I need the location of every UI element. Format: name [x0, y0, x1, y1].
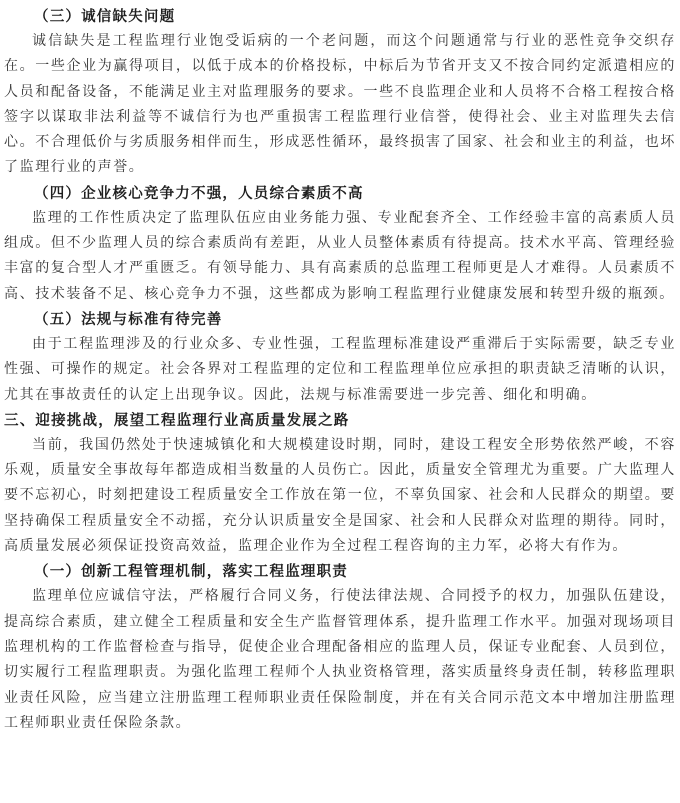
- section-heading-regulations: （五）法规与标准有待完善: [34, 310, 223, 328]
- section-heading-integrity: （三）诚信缺失问题: [34, 8, 176, 25]
- section-paragraph-mechanism: 监理单位应诚信守法，严格履行合同义务，行使法律法规、合同授予的权力，加强队伍建设，提高综合素质，建立健全工程质量和安全生产监督管理体系，提升监理工作水平。加强对现场项目监理机构的工作监督检查与指导，促使企业合理配备相应的监理人员，保证专业配套、人员到位，切实履行工程监理职责。为强化监理工程师个人执业资格管理，落实质量终身责任制，转移监理职业责任风险，应当建立注册监理工程师职业责任保险制度，并在有关合同示范文本中增加注册监理工程师职业责任保险条款。: [4, 588, 676, 731]
- section-paragraph-challenges: 当前，我国仍然处于快速城镇化和大规模建设时期，同时，建设工程安全形势依然严峻，不容乐观，质量安全事故每年都造成相当数量的人员伤亡。因此，质量安全管理尤为重要。广大监理人要不忘初心，时刻把建设工程质量安全工作放在第一位，不辜负国家、社会和人民群众的期望。要坚持确保工程质量安全不动摇，充分认识质量安全是国家、社会和人民群众对监理的期待。同时，高质量发展必须保证投资高效益，监理企业作为全过程工程咨询的主力军，必将大有作为。: [4, 436, 676, 555]
- section-heading-competitiveness: （四）企业核心竞争力不强，人员综合素质不高: [34, 184, 364, 202]
- section-paragraph-competitiveness: 监理的工作性质决定了监理队伍应由业务能力强、专业配套齐全、工作经验丰富的高素质人员组成。但不少监理人员的综合素质尚有差距，从业人员整体素质有待提高。技术水平高、管理经验丰富的复合型人才严重匮乏。有领导能力、具有高素质的总监理工程师更是人才难得。人员素质不高、技术装备不足、核心竞争力不强，这些都成为影响工程监理行业健康发展和转型升级的瓶颈。: [4, 209, 676, 302]
- section-heading-mechanism: （一）创新工程管理机制，落实工程监理职责: [34, 563, 348, 581]
- section-paragraph-regulations: 由于工程监理涉及的行业众多、专业性强，工程监理标准建设严重滞后于实际需要，缺乏专业性强、可操作的规定。社会各界对工程监理的定位和工程监理单位应承担的职责缺乏清晰的认识，尤其在事故责任的认定上出现争议。因此，法规与标准需要进一步完善、细化和明确。: [4, 335, 676, 403]
- section-heading-challenges: 三、迎接挑战，展望工程监理行业高质量发展之路: [4, 411, 350, 429]
- section-paragraph-integrity: 诚信缺失是工程监理行业饱受诟病的一个老问题，而这个问题通常与行业的恶性竞争交织存在。一些企业为赢得项目，以低于成本的价格投标，中标后为节省开支又不按合同约定派遣相应的人员和配备设备，不能满足业主对监理服务的要求。一些不良监理企业和人员将不合格工程按合格签字以谋取非法利益等不诚信行为也严重损害工程监理行业信誉，使得社会、业主对监理失去信心。不合理低价与劣质服务相伴而生，形成恶性循环，最终损害了国家、社会和业主的利益，也坏了监理行业的声誉。: [4, 33, 676, 176]
